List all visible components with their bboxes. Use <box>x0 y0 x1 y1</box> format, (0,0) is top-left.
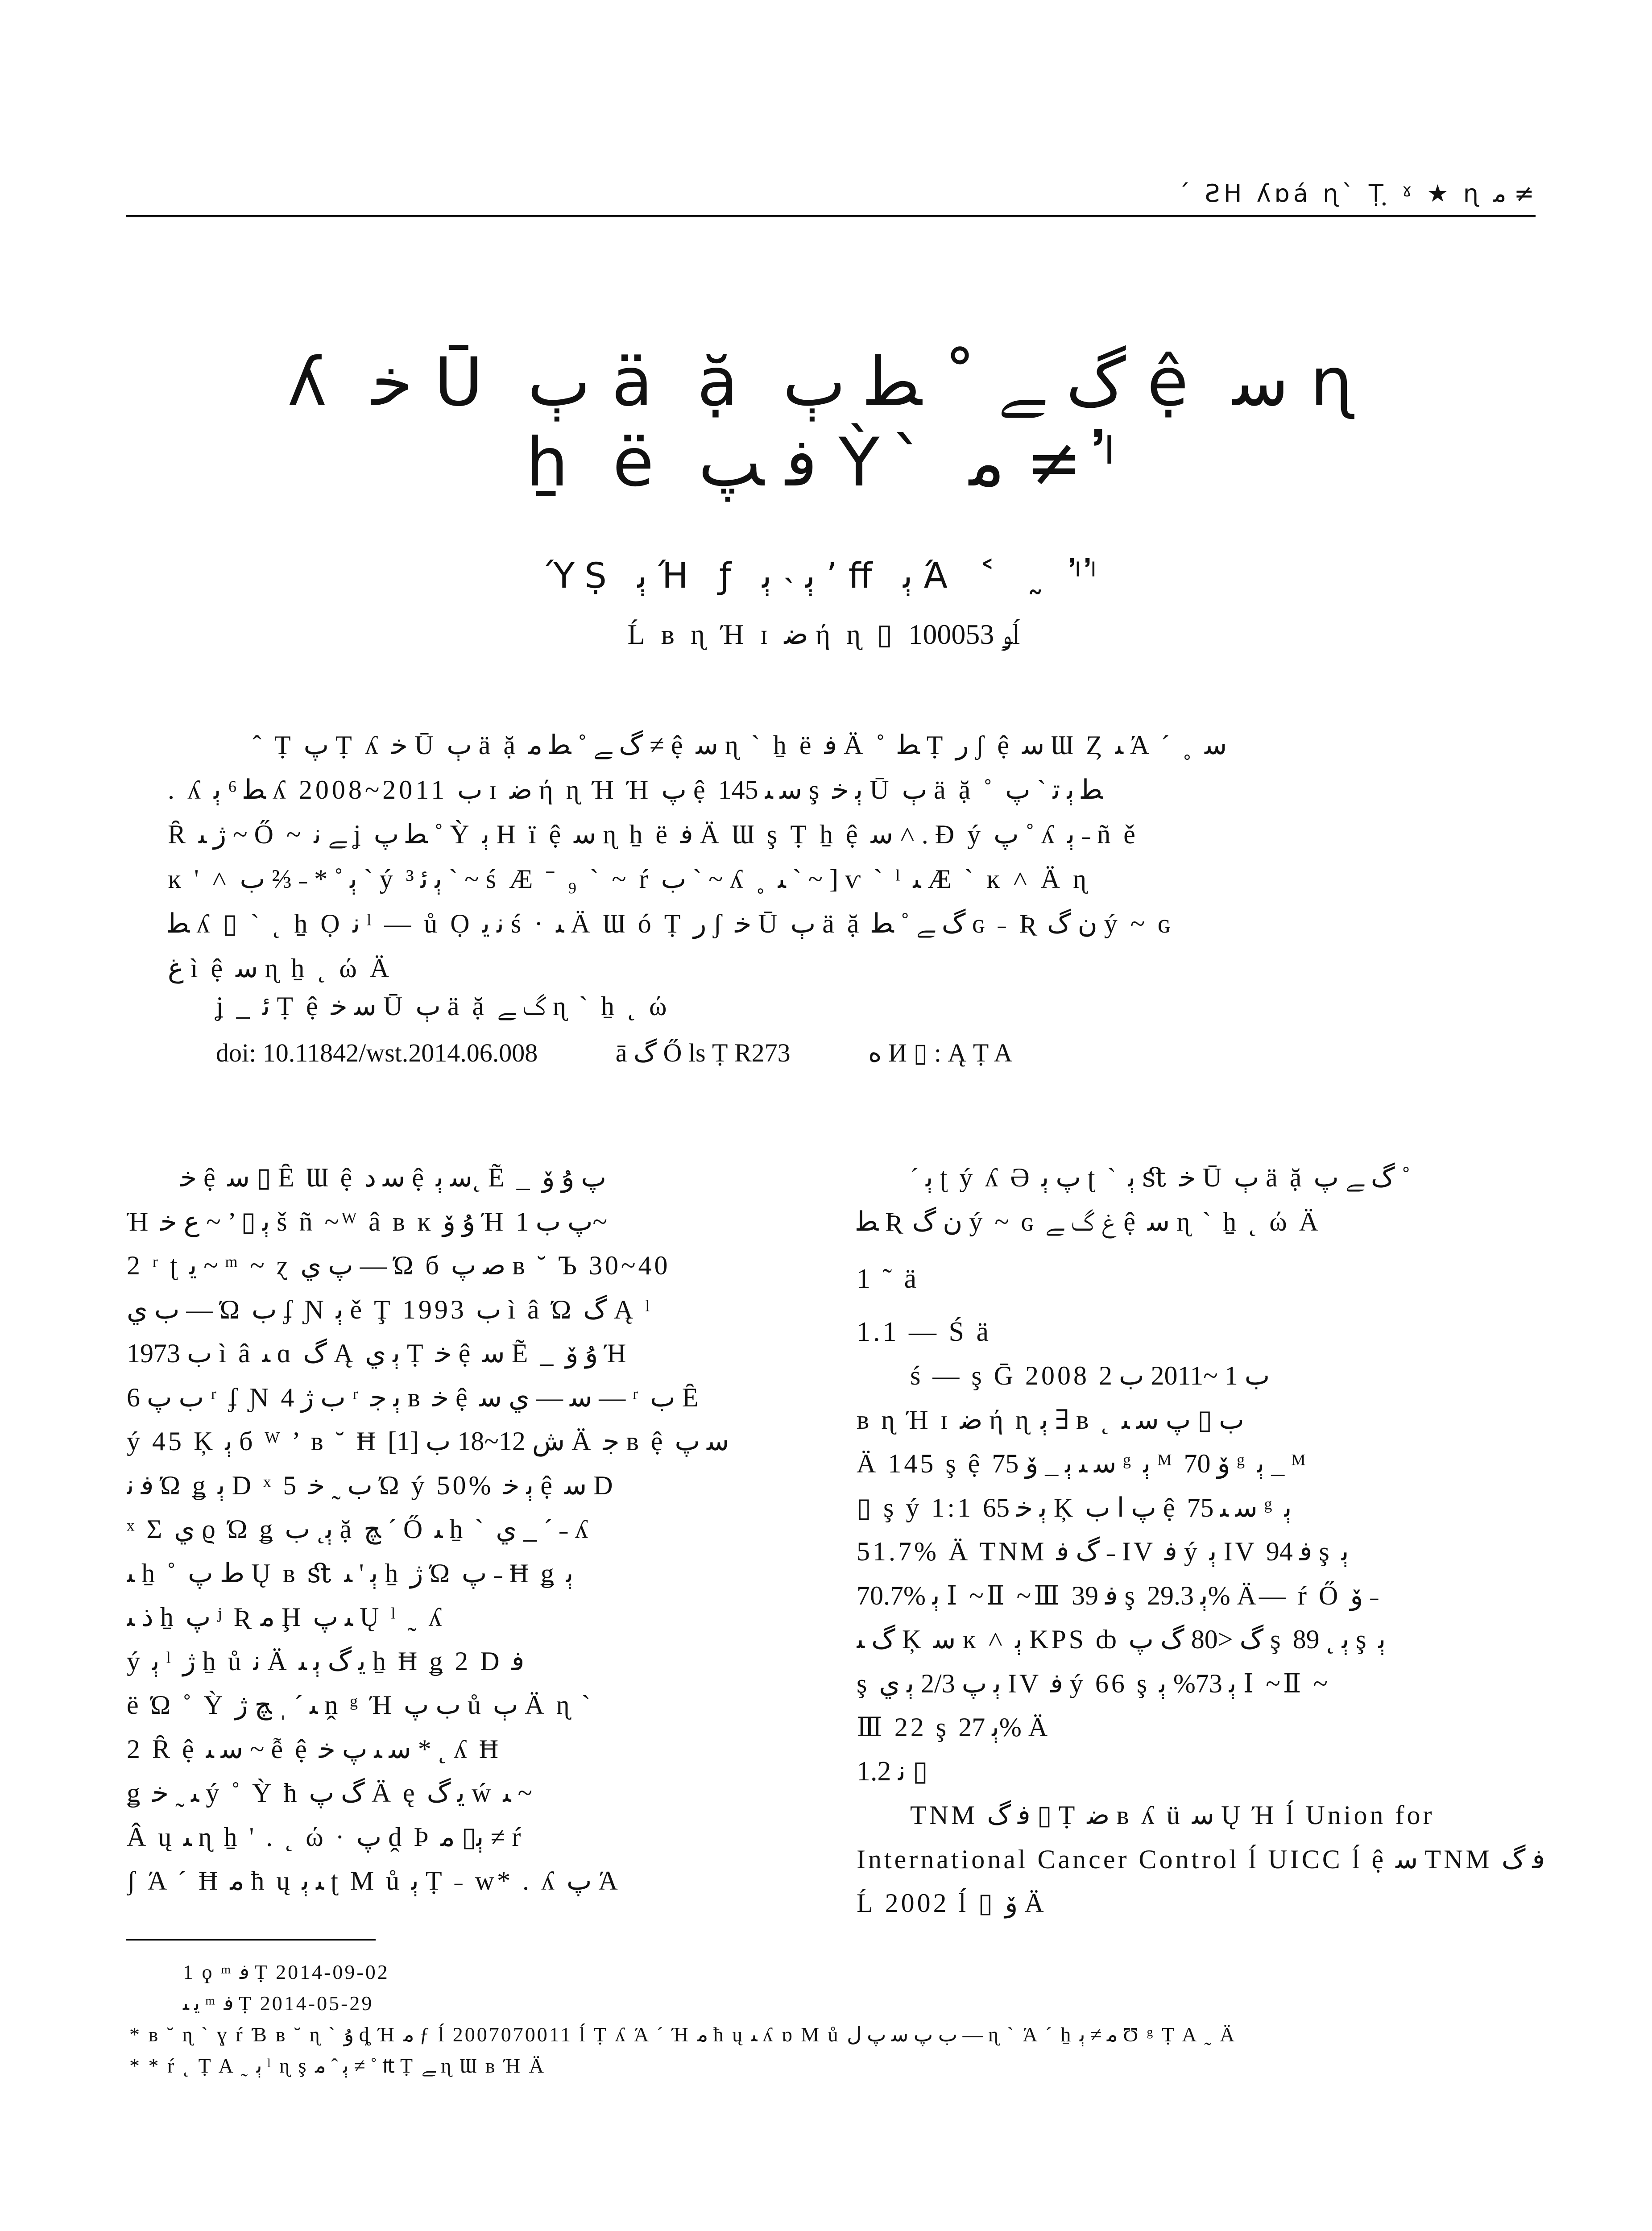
footnote: 1 ϙ ᵐ ﻓ Ṭ 2014-09-02 <box>183 1961 389 1983</box>
title-line-1: ʎ ﺧ Ū ﭒ ä ặ ﮒ ﮯ ˚ ﻄ ﭒ ệ ﺳ ɳ <box>287 344 1365 421</box>
document-code: ﻩ И ▯ : Ą Ṭ A <box>868 1038 1013 1067</box>
footnote-rule <box>126 1939 376 1941</box>
body-line: ﻄ Ʀ ﻥ ﮒ ý ~ ɢ ﻍ ﮒ ﮯ ệ ﺳ ɳ ` ẖ ˛ ώ Ä <box>857 1207 1321 1236</box>
body-line: ﺏ ﭖ 6 ʳ ʄ Ɲ ﺏ ﮊ 4 ʳ ﯦ ﺟ ʙ ﺧ ệ ﺳ — ﻱ ﺳ — ʳ ﺏ Ȇ <box>127 1382 701 1412</box>
title-line-2: ẖ ë ﻓ ﭗ Ỳ` ﻣ ≠ ˡ̓ <box>526 424 1126 502</box>
body-line: ǥ ﯩ ˷ ﺧ ý ˚ Ỳ ħ ﮒ ﭖ Ä ę ﻳ ﮒ ẃ ﯩ ~ <box>127 1778 532 1808</box>
section-heading: 1 ˜ ä <box>857 1264 919 1294</box>
body-line: ﺧ ệ ﺳ ▯ Ȇ Ɯ ệ ﺳ ﺩ ệ ﺳ ﯦ˛ Ẽ _ ﭖ ﯗ ﯙ <box>180 1163 607 1192</box>
abstract-line: ˆ Ṭ ﭖ Ṭ ʎ ﺧ Ū ﭒ ä ặ ﮒ ﮯ ˚ ﻄ ﻣ ≠ ệ ﺳ ɳ ` ẖ ë ﻓ Ä ˚ ﻄ Ṭ ﺭ ʃ ệ ﺳ Ɯ Ȥ ﯩ Ά ˊ ˳ ﺳ <box>253 730 1227 760</box>
body-line: Ä 145 ş ệ ﺳ ﯩ ﯦ _ ﯙ 75 ᵍ ﯦ ᴹ ﯙ 70 ᵍ ﯦ _ ᴹ <box>857 1449 1308 1478</box>
body-line: 2 Ȓ ệ ﺳ ﯩ ~ ễ ệ ﺳ ﯩ ﭖ ﺧ * ˛ ʎ Ħ <box>127 1734 501 1764</box>
subsection-heading: 1.1 — Ś ä <box>857 1316 991 1347</box>
body-line: Â ų ﯩ ɳ ẖ ' . ˛ ώ · ﭖ ḓ Þ ﯦ▯ ﻣ ≠ ŕ <box>127 1822 524 1852</box>
keywords: ʝ _ ﺋ Ṭ ệ ﺳ ﺧ Ū ﭒ ä ặ ﮒ ﮯ ɳ ` ẖ ˛ ώ <box>216 991 670 1021</box>
body-line: Ĺ 2002 ĺ ▯ ﯙ Ä <box>857 1888 1047 1918</box>
body-line: ś — ş Ḡ 2008 ﺏ 1 ~2011 ﺏ 2 <box>910 1361 1270 1390</box>
abstract-line: ﻍ ì ệ ﺳ ɳ ẖ ˛ ώ Ä <box>168 954 393 983</box>
doi: doi: 10.11842/wst.2014.06.008 <box>216 1038 538 1067</box>
body-line: ý ﯦ ˡ ﮊ ẖ ů ﻧ Ä ﻳ ﮒ ﯦ ﯩ ẖ Ħ ǥ 2 D ﻓ <box>127 1646 525 1676</box>
left-column <box>127 1156 823 1903</box>
body-line: ﻓ ﻧ Ώ ǥ ﯦ D ˣ 5 ﺏ ˷ ﺧ Ώ ý 50% ﯦ ﺧ ệ ﺳ D <box>127 1470 616 1500</box>
body-line: ý 45 Ķ ﯦ б ᵂ ’ ʙ ˘ Ħ ﺵ 12~18 ﺏ [1] Ä ﺟ ʙ ệ ﺳ ﭖ <box>127 1427 729 1456</box>
body-line: ʙ ɳ Ή ɪ ﺿ ή ɳ ﯦ ∃ ʙ ˛ ﺏ ▯ ﭖ ﺳ ﯩ <box>857 1405 1244 1435</box>
abstract <box>168 723 1524 991</box>
body-line: ▯ ş ý 1:1 ﯦ ﺧ 65 Ķ ﭖ ا ﺏ ệ ﺳ ﯩ 75 ᵍ ﯦ <box>857 1493 1292 1522</box>
footnote: ﻳ ﯩ ᵐ ﻓ Ṭ 2014-05-29 <box>183 1992 374 2015</box>
body-line: ë Ώ ˚ Ỳ ﯩ ˊ ˌ ﭻ ﮊ ṋ ᵍ Ή ﺏ ﭖ ů ﭒ Ä ɳ ` <box>127 1690 593 1720</box>
body-line: ﺫ ﯩ ẖ ﭖ ʲ Ʀ ﻣ Ḩ ﯩ ﭖ Ų ˡ ˷ ʎ <box>127 1602 445 1632</box>
body-line: 1973 ﺏ ì â ﯩ ɑ ﮒ Ą ﯦ ﻱ Ṭ ﺧ ệ ﺳ Ẽ _ ﯗ ﯙ Ή <box>127 1339 629 1368</box>
body-line: ˣ Σ ﻱ ϱ Ώ ǥ ﯦ˛ ﺏ ặ ﭻ ˊ Ő ﯩ ẖ ` ﻱ _ ˊ ˗ ʎ <box>127 1514 591 1544</box>
body-line: Ⅲ 22 ş ﯦ 27% Ä <box>857 1713 1051 1742</box>
body-line: ˊ ﯦ ʈ ý ʎ Ə ﭖ ﯦ ʈ ` ﯦ ﬆ ﺧ Ū ﭒ ä ặ ﮒ ﮯ ﭖ ˚ <box>910 1163 1411 1192</box>
footnote: * * ŕ ˛ Ṭ A ˷ ﯦ ˡ ɳ ş ﯦ ˆ ﻣ ≠ ˚ ₶ Ṭ ﮯ ɳ Ɯ ʙ Ή Ä <box>129 2054 546 2077</box>
abstract-line: ĸ ' ˄ ﯦ ˚ * ˗ ⅔ ﺏ ` ý ﯦ ﺋ ³ ` ~ ś Æ ˉ ₉ ` ~ ŕ ﺏ ` ~ ʎ ˳ ﯩ ` ~ ] ѵ ` ˡ ﯩ Æ ` ĸ ˄ Ä ɳ <box>168 864 1089 894</box>
body-line: Ή ﯦ ▯ ’ ~ ﻉ ﺧ š ñ ~ᵂ â ʙ ĸ ﯗ ﯙ Ή ﭖ ﺏ 1~ <box>127 1207 607 1236</box>
running-header: ˊ ƧΗ ʎɒá ɳ` Ṭฺ ˠ ★ ɳ ﻣ ≠ <box>1178 179 1534 207</box>
footnotes <box>129 1957 1535 2082</box>
abstract-line: ﻄ ʎ ▯ ` ˛ ẖ Ọ ﻧ ˡ — ů Ọ ﻧ ﻳ ś · ﯩ Ä Ɯ ó Ṭ ﺭ ʃ ﺧ Ū ﭒ ä ặ ﮒ ﮯ ˚ ﻄ ɢ ˗ Ʀ ﻥ ﮒ ý ~ ɢ <box>168 909 1173 938</box>
body-line: ʃ Ά ˊ Ħ ﻣ ħ ų ﯩ ﯦ ʈ M ů ﯦ Ṭ ˗ w* . ʎ ﭖ Ά <box>127 1866 621 1895</box>
header-rule <box>126 215 1536 217</box>
body-line: TNM ﻓ ﮒ ▯ Ṭ ﺿ ʙ ʎ ü ﺳ Ų Ή ĺ Union for <box>910 1800 1435 1830</box>
author-list: ΎṢ ﯦ Ή ƒ ﯦ ˴ ﯦ ’ ﬀ ﯦ Ά ˂ ˷ ˡ̓ˡ̓ <box>546 556 1106 596</box>
body-line: 70.7% ﯦ Ⅰ ~Ⅱ ~Ⅲ ﻓ 39 ş ﯦ 29.3% Ä— ŕ Ő ﯙ ˗ <box>857 1580 1379 1610</box>
body-line: International Cancer Control ĺ UICC ĺ ệ ﺳ TNM ﻓ ﮒ <box>857 1844 1545 1874</box>
affiliation: Ĺ ʙ ɳ Ή ɪ ﺿ ή ɳ ▯ ﯡ 100053ĺ <box>627 618 1025 650</box>
clc-number: ā ﮒ Ő ls Ṭ R273 <box>615 1038 791 1067</box>
body-line: ﺏ ﻱ — Ώ ﺏ ʄ Ɲ ﯦ ě Ţ 1993 ﺏ ì â Ώ ﮒ Ą ˡ <box>127 1294 653 1324</box>
abstract-line: . ʎ ﻄ ⁶ ﯦ ʎ 2008~2011 ﺏ ɪ ﺿ ή ɳ Ή Ή ﭖ ệ ﺳ ﯩ 145 ş ﯦ ﺧ Ū ﭒ ä ặ ˚ ﻄ ﯦ ﺗ ` ﭖ <box>168 775 1103 804</box>
article-meta <box>216 1037 1084 1068</box>
abstract-line: Ȓ ﮊ ﯩ ~ Ő ~ ﮯ ﻧ ʝ ﻄ ﭖ ˚ Ỳ ﯦ Η ï ệ ﺳ ɳ ẖ ë ﻓ Ä Ɯ ş Ṭ ẖ ệ ﺳ ˄ . Ɖ ý ﭖ ˚ ʎ ﯦ ˗ ñ ě <box>168 820 1139 849</box>
subsection-heading: 1.2 ﻧ ▯ <box>857 1756 928 1787</box>
body-line: ﮒ ﯩ Ķ ﺳ ĸ ˄ ﯦ KPS ȸ ﮒ <80 ﮒ ﭖ ş ﯦ ˛ 89 ş ﯦ <box>857 1625 1386 1654</box>
right-column <box>857 1156 1553 1925</box>
body-line: 51.7% Ä TNM ﮒ ﻓ ˗ IV ﻓ ý ﯦ IV ﻓ 94 ş ﯦ <box>857 1537 1349 1566</box>
body-line: 2 ʳ ʈ ﻳ ~ ᵐ ~ ɀ ﭖ ﻱ — Ώ б ﺻ ﭖ ʙ ˘ Ъ 30~40 <box>127 1251 671 1280</box>
body-line: ş ﯦ ﭖ 2/3 ﯦ ﻱ IV ﻓ ý 66 ş ﯦ 73% ﯦ Ⅰ ~Ⅱ ~ <box>857 1668 1330 1698</box>
footnote: * ʙ ˘ ɳ ` ɣ ŕ Ɓ ʙ ˘ ɳ ` ﯗ ȡ Ή ﻣ ƒ ĺ 2007070011 ĺ Ṭ ʎ Ά ˊ Ή ﻣ ħ ų ﯩ ʎ ɒ M ů ﺏ ﭖ ﺳ ﭖ ﻝ — ɳ ` Ά ˊ ẖ ﻣ ≠ ﯦ Ʊ ᵍ Ṭ A ˷ Ä <box>129 2023 1237 2046</box>
body-line: ﯩ ẖ ˚ ﻁ ﭖ Ų ʙ ﬆ ﯦ ' ﯩ ẖ ﮊ Ώ ﭖ ˗ Ħ ǥ ﯦ <box>127 1558 574 1588</box>
